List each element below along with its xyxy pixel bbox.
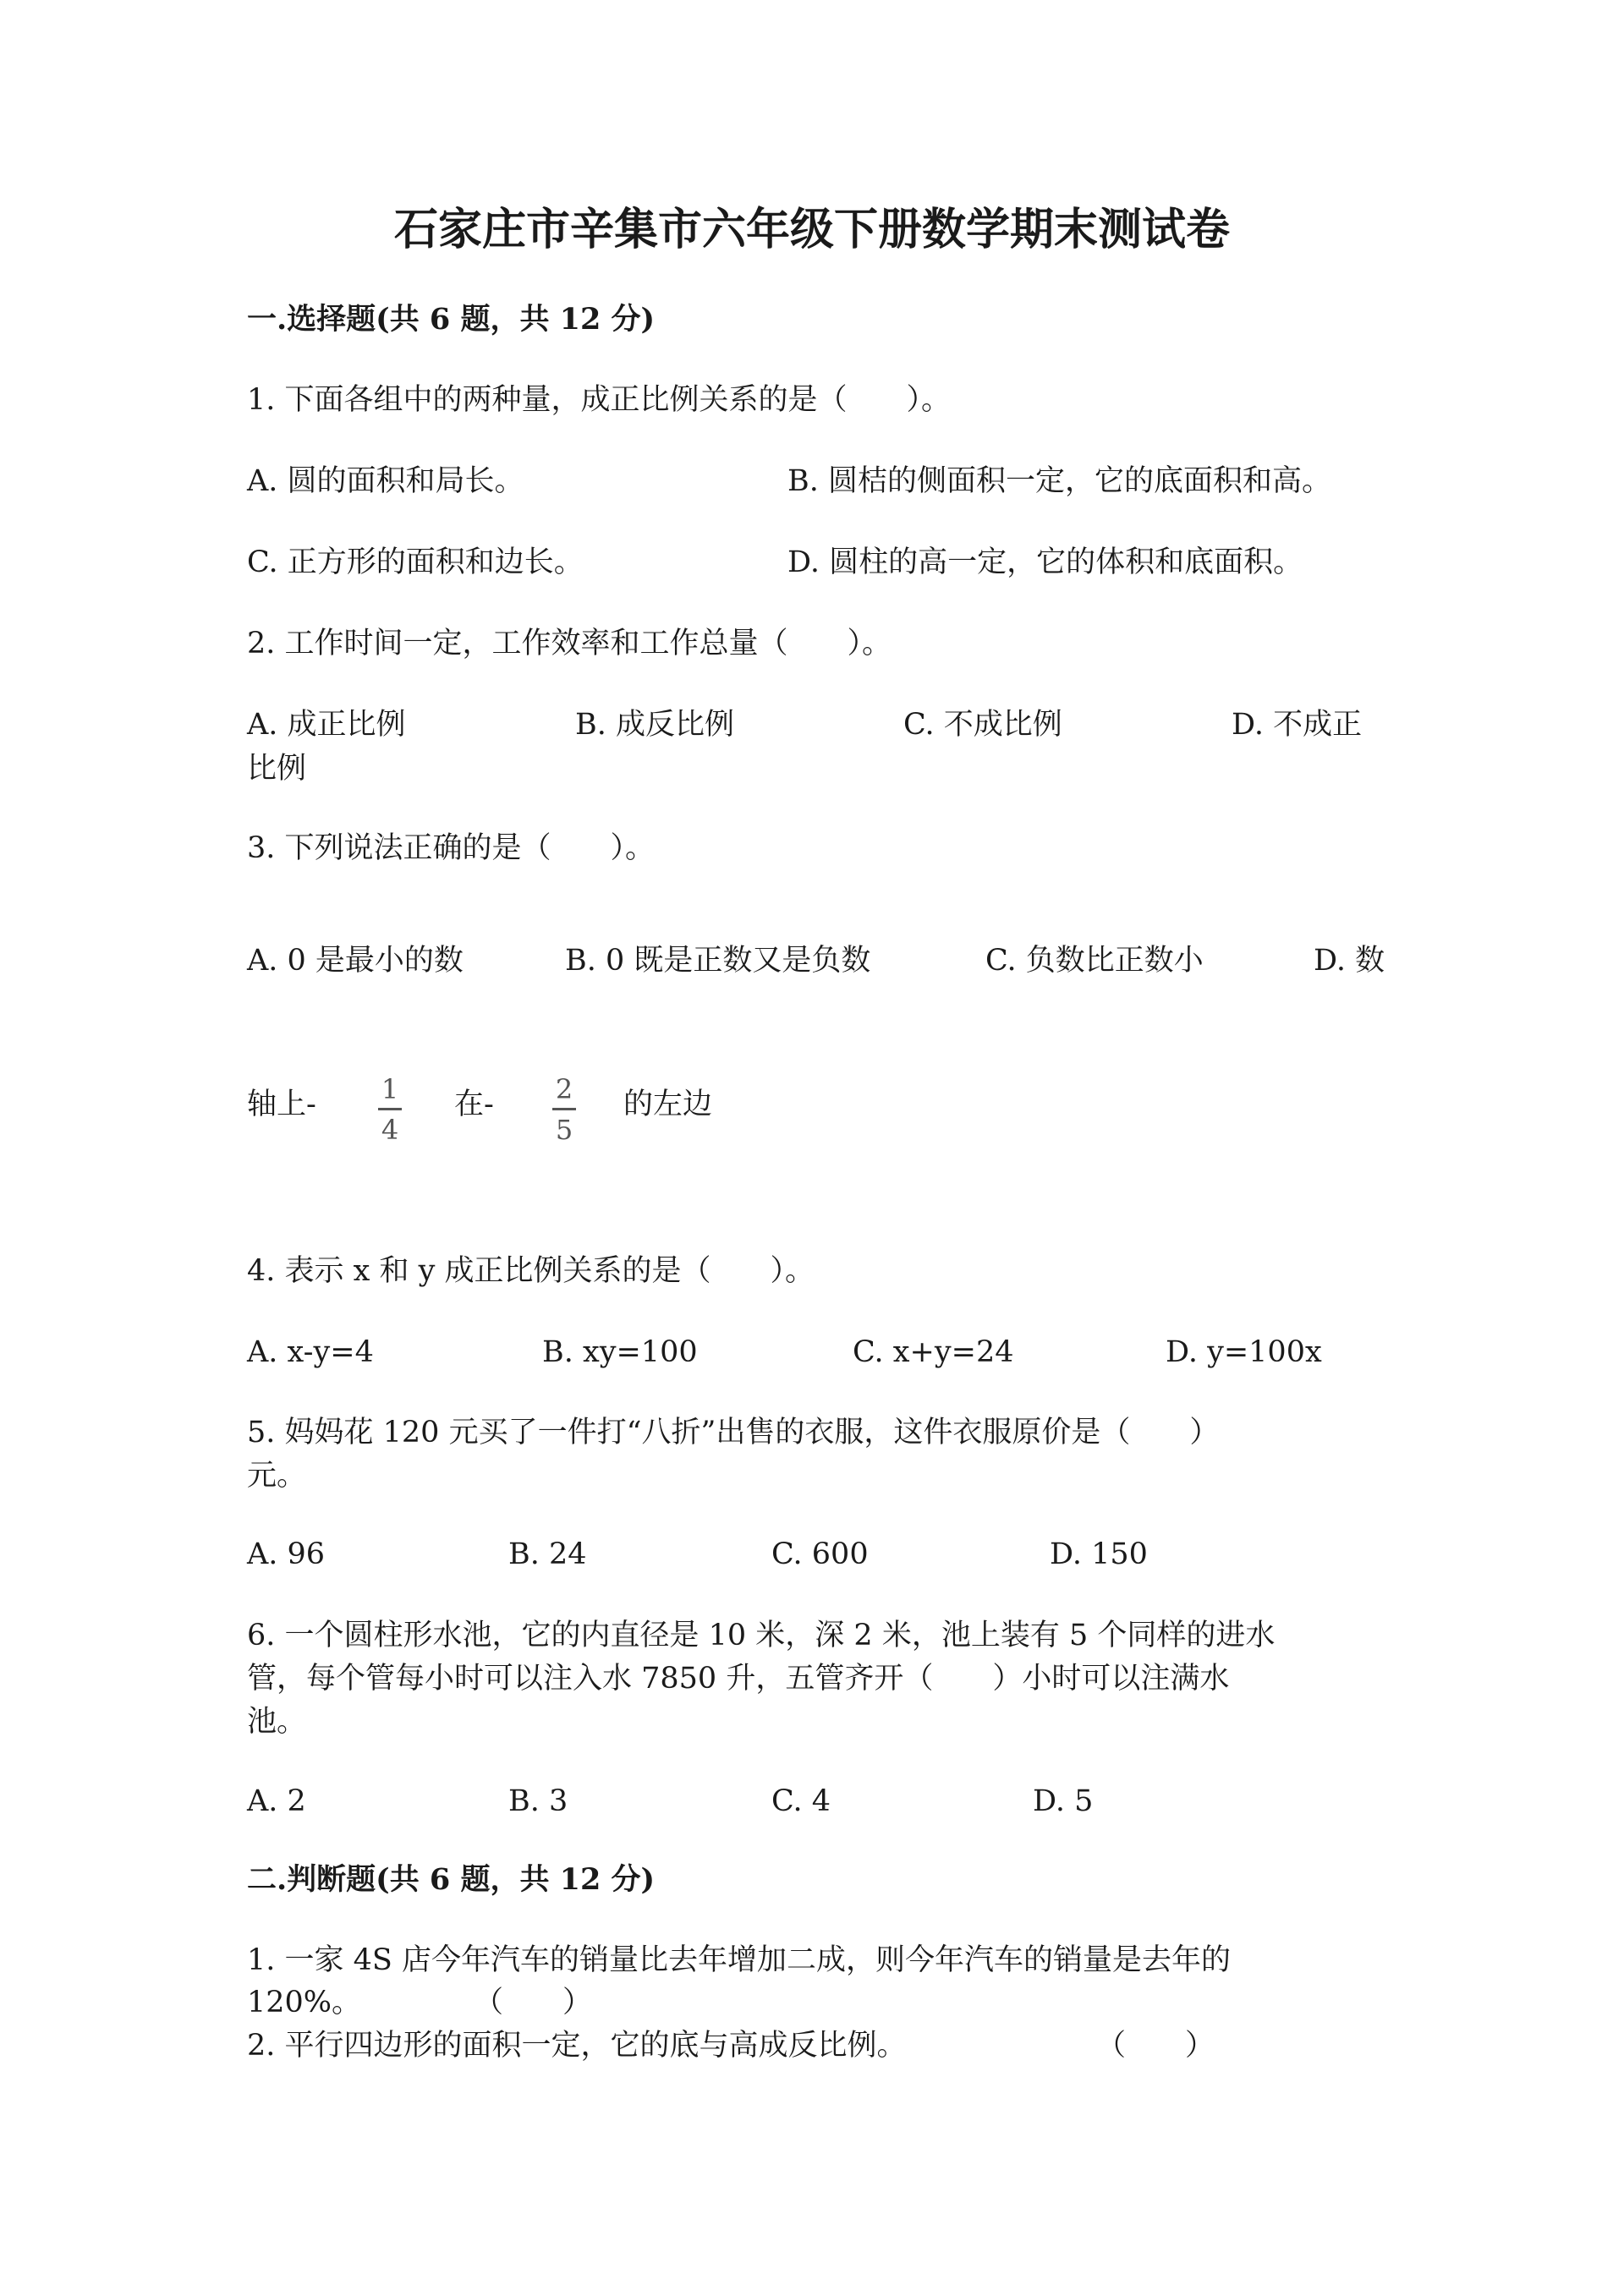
question-6-option-a: A. 2 <box>247 1784 306 1818</box>
question-5-stem-line-1: 5. 妈妈花 120 元买了一件打“八折”出售的衣服，这件衣服原价是（ ） <box>247 1416 1220 1449</box>
question-6-stem-line-3: 池。 <box>247 1705 307 1739</box>
fraction-denominator: 5 <box>555 1114 573 1146</box>
question-3-option-d-line-start: 轴上- <box>247 1088 316 1121</box>
question-1-option-c: C. 正方形的面积和边长。 <box>247 545 584 579</box>
question-6-option-c: C. 4 <box>771 1784 831 1818</box>
question-6-stem-line-1: 6. 一个圆柱形水池，它的内直径是 10 米，深 2 米，池上装有 5 个同样的进水 <box>247 1619 1276 1652</box>
fraction-numerator: 1 <box>381 1073 399 1105</box>
fraction-denominator: 4 <box>381 1114 399 1146</box>
question-5-option-a: A. 96 <box>247 1537 326 1571</box>
question-1-option-a: A. 圆的面积和局长。 <box>247 464 524 498</box>
question-4-stem: 4. 表示 x 和 y 成正比例关系的是（ ）。 <box>247 1254 815 1288</box>
question-2-option-d: D. 不成正 <box>1232 708 1363 742</box>
question-5-option-d: D. 150 <box>1050 1537 1148 1571</box>
judgement-1-answer-blank: （ ） <box>474 1986 593 2019</box>
question-2-option-c: C. 不成比例 <box>903 708 1062 742</box>
question-5-option-b: B. 24 <box>508 1537 587 1571</box>
question-2-stem: 2. 工作时间一定，工作效率和工作总量（ ）。 <box>247 627 892 660</box>
exam-title: 石家庄市辛集市六年级下册数学期末测试卷 <box>393 204 1230 255</box>
question-5-option-c: C. 600 <box>771 1537 869 1571</box>
question-3-option-d: D. 数 <box>1314 944 1385 978</box>
question-6-option-d: D. 5 <box>1033 1784 1094 1818</box>
question-3-stem: 3. 下列说法正确的是（ ）。 <box>247 831 656 865</box>
question-4-option-a: A. x-y=4 <box>247 1335 374 1369</box>
fraction-bar <box>552 1108 576 1110</box>
fraction-one-quarter <box>373 1075 407 1144</box>
section-heading-choice: 一.选择题(共 6 题，共 12 分) <box>247 302 656 337</box>
judgement-2-answer-blank: （ ） <box>1096 2029 1215 2063</box>
section-heading-judgement: 二.判断题(共 6 题，共 12 分) <box>247 1862 656 1897</box>
judgement-1-line-1: 1. 一家 4S 店今年汽车的销量比去年增加二成，则今年汽车的销量是去年的 <box>247 1943 1232 1977</box>
question-5-stem-line-2: 元。 <box>247 1459 307 1493</box>
fraction-numerator: 2 <box>555 1073 573 1105</box>
fraction-two-fifths <box>547 1075 581 1144</box>
question-4-option-d: D. y=100x <box>1166 1335 1322 1369</box>
question-1-stem: 1. 下面各组中的两种量，成正比例关系的是（ ）。 <box>247 383 952 417</box>
question-1-option-d: D. 圆柱的高一定，它的体积和底面积。 <box>787 545 1303 579</box>
question-6-stem-line-2: 管，每个管每小时可以注入水 7850 升，五管齐开（ ）小时可以注满水 <box>247 1662 1230 1696</box>
question-3-option-d-line-mid: 在- <box>454 1088 494 1121</box>
question-6-option-b: B. 3 <box>508 1784 568 1818</box>
question-2-option-b: B. 成反比例 <box>575 708 734 742</box>
question-3-option-c: C. 负数比正数小 <box>985 944 1204 978</box>
question-3-option-a: A. 0 是最小的数 <box>247 944 464 978</box>
question-3-option-d-line-end: 的左边 <box>623 1088 713 1121</box>
question-4-option-c: C. x+y=24 <box>853 1335 1014 1369</box>
question-1-option-b: B. 圆桔的侧面积一定，它的底面积和高。 <box>787 464 1331 498</box>
judgement-2-text: 2. 平行四边形的面积一定，它的底与高成反比例。 <box>247 2029 907 2063</box>
judgement-1-line-2: 120%。 <box>247 1986 362 2019</box>
question-2-option-d-continued: 比例 <box>247 752 307 786</box>
question-3-option-b: B. 0 既是正数又是负数 <box>565 944 871 978</box>
fraction-bar <box>378 1108 402 1110</box>
question-4-option-b: B. xy=100 <box>542 1335 698 1369</box>
question-2-option-a: A. 成正比例 <box>247 708 406 742</box>
